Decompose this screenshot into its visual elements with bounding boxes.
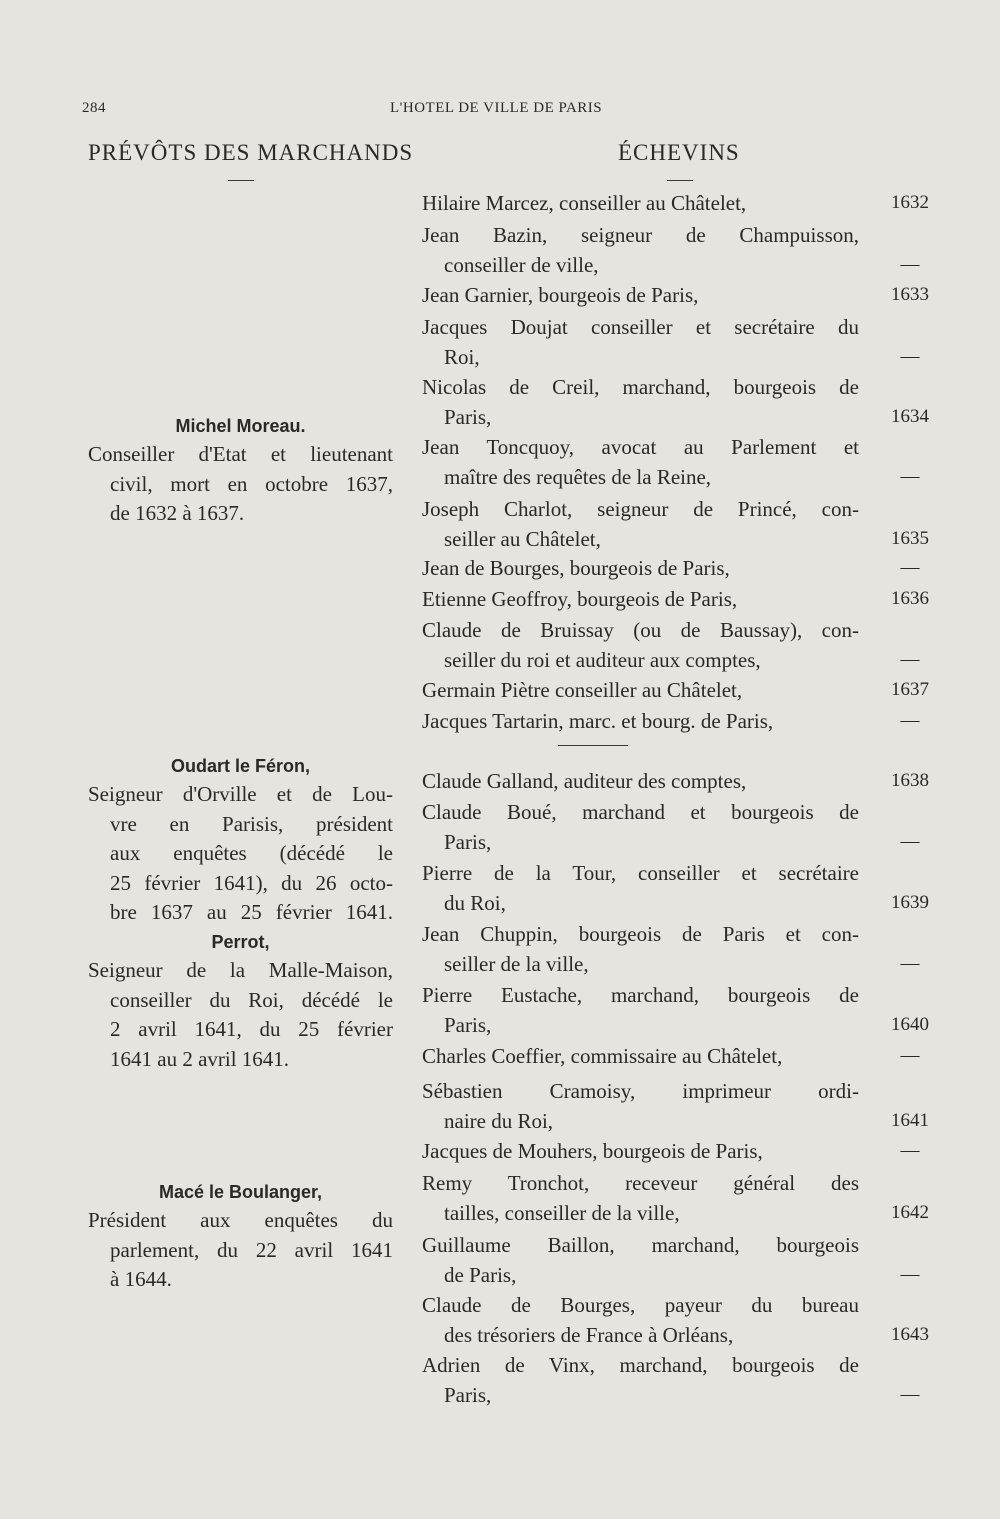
echevin-year: 1640 [891, 1014, 929, 1035]
running-title: L'HOTEL DE VILLE DE PARIS [390, 100, 603, 116]
echevin-entry [422, 1136, 859, 1166]
heading-dash-left [228, 180, 254, 181]
echevin-line: Jean Garnier, bourgeois de Paris, [422, 283, 699, 307]
heading-dash-right [667, 180, 693, 181]
echevin-year: 1642 [891, 1202, 929, 1223]
bio-line: Seigneur de la Malle-Maison, [88, 958, 393, 982]
echevin-year: — [900, 466, 920, 487]
echevin-line: Hilaire Marcez, conseiller au Châtelet, [422, 191, 747, 215]
echevin-entry [422, 675, 859, 705]
echevin-line: Guillaume Baillon, marchand, bourgeois [422, 1233, 859, 1257]
echevin-year: — [900, 649, 920, 670]
echevin-year: — [900, 1384, 920, 1405]
echevin-year: — [900, 710, 920, 731]
echevin-line: Claude Boué, marchand et bourgeois de [422, 800, 859, 824]
prevot-entry [88, 412, 393, 529]
echevin-line: seiller au Châtelet, [444, 527, 601, 551]
echevin-entry [422, 432, 859, 492]
echevin-line: seiller de la ville, [444, 952, 589, 976]
echevin-line: seiller du roi et auditeur aux comptes, [444, 648, 761, 672]
bio-line: à 1644. [110, 1267, 172, 1291]
echevin-line: Joseph Charlot, seigneur de Princé, con- [422, 497, 859, 521]
echevin-entry [422, 280, 859, 310]
prevot-name: Michel Moreau. [175, 416, 306, 436]
bio-line: Président aux enquêtes du [88, 1208, 393, 1232]
bio-line: civil, mort en octobre 1637, [110, 471, 393, 496]
echevin-line: des trésoriers de France à Orléans, [444, 1323, 734, 1347]
echevin-entry [422, 553, 859, 583]
prevot-description [88, 780, 393, 928]
echevin-line: Claude de Bruissay (ou de Baussay), con- [422, 618, 859, 642]
echevin-line: maître des requêtes de la Reine, [444, 465, 712, 489]
echevin-line: Paris, [444, 1383, 492, 1407]
echevin-entry [422, 919, 859, 979]
bio-line: Seigneur d'Orville et de Lou- [88, 782, 393, 806]
page-number: 284 [82, 100, 106, 116]
echevin-year: 1636 [891, 588, 929, 609]
echevin-entry [422, 1168, 859, 1228]
echevin-line: Adrien de Vinx, marchand, bourgeois de [422, 1353, 859, 1377]
echevin-year: 1643 [891, 1324, 929, 1345]
echevin-year: — [900, 953, 920, 974]
echevin-line: conseiller de ville, [444, 253, 599, 277]
echevin-line: Paris, [444, 830, 492, 854]
echevin-year: — [900, 1140, 920, 1161]
echevin-line: Jean de Bourges, bourgeois de Paris, [422, 556, 730, 580]
echevin-year: — [900, 1264, 920, 1285]
echevin-line: Roi, [444, 345, 480, 369]
bio-line: 2 avril 1641, du 25 février [110, 1017, 393, 1041]
echevin-year: — [900, 557, 920, 578]
echevin-entry [422, 312, 859, 372]
prevot-description [88, 440, 393, 529]
echevin-year: 1638 [891, 770, 929, 791]
echevin-line: Germain Piètre conseiller au Châtelet, [422, 678, 743, 702]
prevot-name: Perrot, [211, 932, 270, 952]
echevin-year: 1641 [891, 1110, 929, 1131]
echevin-line: Etienne Geoffroy, bourgeois de Paris, [422, 587, 738, 611]
echevin-entry [422, 797, 859, 857]
prevot-entry [88, 752, 393, 928]
echevin-entry [422, 188, 859, 218]
echevin-line: Claude Galland, auditeur des comptes, [422, 769, 747, 793]
echevin-entry [422, 1350, 859, 1410]
echevin-line: Jacques Doujat conseiller et secrétaire du [422, 315, 859, 339]
echevin-entry [422, 1230, 859, 1290]
echevins-heading: ÉCHEVINS [618, 140, 740, 165]
bio-line: Conseiller d'Etat et lieutenant [88, 442, 393, 466]
echevin-year: 1639 [891, 892, 929, 913]
bio-line: vre en Parisis, président [110, 811, 393, 836]
echevin-entry [422, 494, 859, 554]
echevin-entry [422, 1290, 859, 1350]
bio-line: conseiller du Roi, décédé le [110, 987, 393, 1012]
echevin-line: Remy Tronchot, receveur général des [422, 1171, 859, 1195]
echevin-year: — [900, 254, 920, 275]
echevin-entry [422, 706, 859, 736]
echevin-line: Jacques de Mouhers, bourgeois de Paris, [422, 1139, 763, 1163]
echevin-line: Pierre de la Tour, conseiller et secrétaire [422, 861, 859, 885]
echevin-year: 1633 [891, 284, 929, 305]
echevin-year: — [900, 1045, 920, 1066]
echevin-line: Claude de Bourges, payeur du bureau [422, 1293, 859, 1317]
echevin-year: 1635 [891, 528, 929, 549]
echevin-line: Jean Toncquoy, avocat au Parlement et [422, 435, 859, 459]
echevin-line: du Roi, [444, 891, 506, 915]
prevot-entry [88, 928, 393, 1074]
echevin-entry [422, 980, 859, 1040]
echevin-entry [422, 372, 859, 432]
echevin-line: Sébastien Cramoisy, imprimeur ordi- [422, 1079, 859, 1103]
echevin-line: naire du Roi, [444, 1109, 554, 1133]
prevot-name: Macé le Boulanger, [158, 1182, 323, 1202]
echevin-year: 1637 [891, 679, 929, 700]
prevot-description [88, 1206, 393, 1295]
echevin-entry [422, 858, 859, 918]
echevin-year: 1632 [891, 192, 929, 213]
echevin-year: — [900, 346, 920, 367]
echevin-line: Pierre Eustache, marchand, bourgeois de [422, 983, 859, 1007]
echevin-entry [422, 584, 859, 614]
prevots-heading: PRÉVÔTS DES MARCHANDS [88, 140, 414, 165]
bio-line: bre 1637 au 25 février 1641. [110, 900, 393, 924]
echevin-entry [422, 1041, 859, 1071]
echevin-line: Nicolas de Creil, marchand, bourgeois de [422, 375, 859, 399]
bio-line: aux enquêtes (décédé le [110, 841, 393, 865]
prevot-name: Oudart le Féron, [170, 756, 311, 776]
bio-line: 1641 au 2 avril 1641. [110, 1046, 290, 1071]
echevin-line: Charles Coeffier, commissaire au Châtelet, [422, 1044, 783, 1068]
echevin-line: Jean Chuppin, bourgeois de Paris et con- [422, 922, 859, 946]
bio-line: de 1632 à 1637. [110, 501, 245, 525]
echevin-entry [422, 615, 859, 675]
prevot-entry [88, 1178, 393, 1295]
echevin-line: Jacques Tartarin, marc. et bourg. de Paris, [422, 709, 774, 733]
echevin-year: 1634 [891, 406, 929, 427]
bio-line: parlement, du 22 avril 1641 [110, 1237, 393, 1262]
echevin-line: Paris, [444, 405, 492, 429]
echevin-line: Jean Bazin, seigneur de Champuisson, [422, 223, 859, 247]
echevin-line: Paris, [444, 1013, 492, 1037]
bio-line: 25 février 1641), du 26 octo- [110, 870, 393, 895]
echevin-entry [422, 766, 859, 796]
section-separator [558, 745, 628, 746]
echevin-year: — [900, 831, 920, 852]
prevot-description [88, 956, 393, 1074]
echevin-line: tailles, conseiller de la ville, [444, 1201, 680, 1225]
echevin-line: de Paris, [444, 1263, 517, 1287]
echevin-entry [422, 1076, 859, 1136]
echevin-entry [422, 220, 859, 280]
